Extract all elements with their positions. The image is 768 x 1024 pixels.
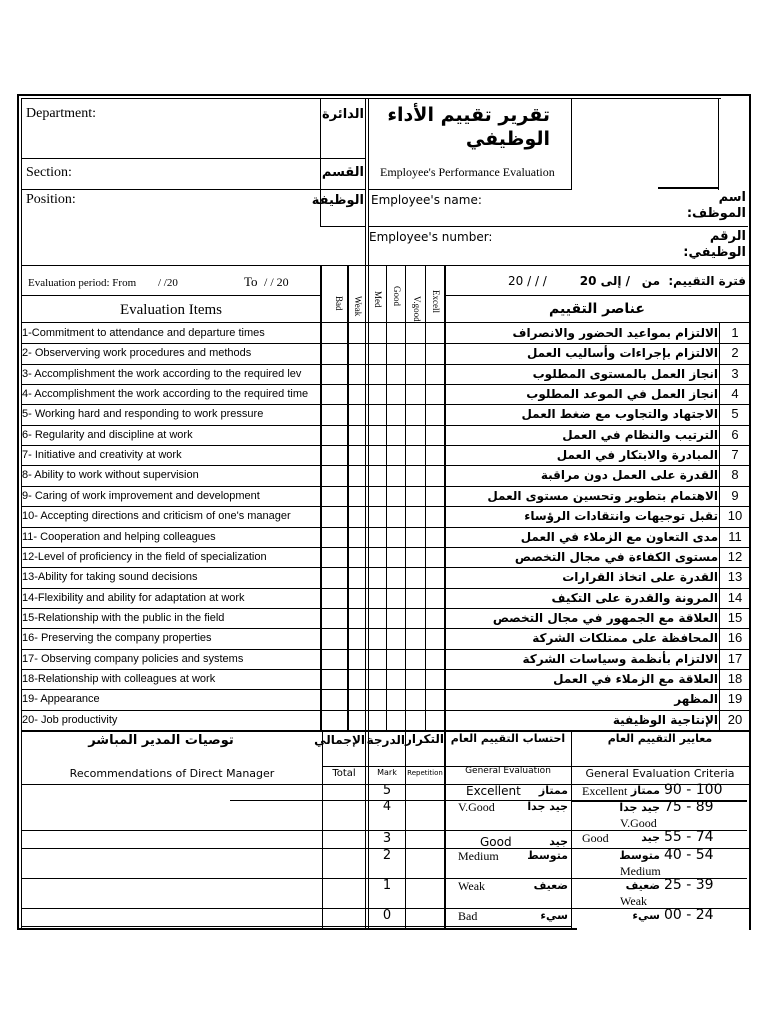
rating-cell-weak[interactable] — [349, 568, 365, 586]
criteria-ar: معايير التقييم العام — [607, 732, 713, 745]
rating-cell-med[interactable] — [369, 446, 386, 464]
rating-cell-vgood[interactable] — [406, 446, 425, 464]
rating-cell-med[interactable] — [369, 629, 386, 647]
total-cell[interactable] — [323, 880, 365, 894]
total-cell[interactable] — [323, 785, 365, 799]
scale-mark: 4 — [382, 799, 392, 814]
rating-cell-bad[interactable] — [322, 466, 347, 484]
total-ar: الإجمالي — [314, 733, 365, 747]
item-label-en: 18-Relationship with colleagues at work — [22, 672, 216, 685]
rating-cell-med[interactable] — [369, 344, 386, 362]
item-label-en: 17- Observing company policies and systems — [22, 652, 244, 665]
scale-mark: 1 — [382, 878, 392, 893]
scale-criteria-en: Good — [582, 831, 609, 845]
rating-cell-weak[interactable] — [349, 548, 365, 566]
rating-cell-med[interactable] — [369, 589, 386, 607]
item-number: 13 — [727, 569, 743, 585]
rating-cell-weak[interactable] — [349, 385, 365, 403]
rating-cell-vgood[interactable] — [406, 528, 425, 546]
rating-cell-med[interactable] — [369, 405, 386, 423]
repetition-cell[interactable] — [406, 880, 444, 894]
rating-cell-vgood[interactable] — [406, 365, 425, 383]
period-from-label: Evaluation period: From — [28, 277, 137, 289]
rating-cell-bad[interactable] — [322, 568, 347, 586]
rating-cell-good[interactable] — [387, 507, 405, 525]
rating-cell-good[interactable] — [387, 650, 405, 668]
scale-criteria-en: V.Good — [620, 816, 657, 830]
rating-cell-good[interactable] — [387, 711, 405, 729]
scale-mark: 3 — [382, 831, 392, 846]
employee-name-ar-label: اسم الموظف: — [686, 190, 746, 222]
item-label-en: 7- Initiative and creativity at work — [22, 449, 182, 462]
rating-col-excell: Excell — [431, 290, 441, 313]
rating-cell-excell[interactable] — [426, 466, 444, 484]
rating-cell-excell[interactable] — [426, 690, 444, 708]
rating-cell-excell[interactable] — [426, 446, 444, 464]
item-label-en: 4- Accomplishment the work according to the required time — [22, 388, 309, 401]
rating-cell-med[interactable] — [369, 609, 386, 627]
scale-eval-en: Weak — [458, 879, 486, 893]
rating-cell-bad[interactable] — [322, 487, 347, 505]
rating-cell-weak[interactable] — [349, 365, 365, 383]
item-label-ar: الاجتهاد والتجاوب مع ضغط العمل — [521, 407, 718, 422]
scale-eval-en: Good — [480, 835, 512, 849]
rating-cell-good[interactable] — [387, 344, 405, 362]
item-label-ar: الالتزام بأنظمة وسياسات الشركة — [522, 651, 718, 666]
rating-cell-vgood[interactable] — [406, 568, 425, 586]
rating-cell-bad[interactable] — [322, 629, 347, 647]
rating-cell-bad[interactable] — [322, 405, 347, 423]
item-number: 20 — [727, 711, 743, 727]
rating-cell-vgood[interactable] — [406, 670, 425, 688]
scale-range: 40 - 54 — [664, 847, 714, 863]
rating-cell-good[interactable] — [387, 568, 405, 586]
rating-cell-vgood[interactable] — [406, 589, 425, 607]
item-label-en: 1-Commitment to attendance and departure times — [22, 327, 265, 339]
rating-col-bad: Bad — [334, 296, 344, 311]
rating-cell-excell[interactable] — [426, 324, 444, 342]
rating-cell-weak[interactable] — [349, 690, 365, 708]
rating-cell-excell[interactable] — [426, 609, 444, 627]
rating-cell-weak[interactable] — [349, 466, 365, 484]
rating-cell-vgood[interactable] — [406, 324, 425, 342]
items-header-ar: عناصر التقييم — [549, 301, 645, 317]
rating-cell-excell[interactable] — [426, 385, 444, 403]
item-label-en: 15-Relationship with the public in the field — [22, 611, 225, 624]
repetition-cell[interactable] — [406, 833, 444, 847]
item-label-ar: المظهر — [674, 692, 718, 707]
items-header-en: Evaluation Items — [119, 302, 223, 318]
rating-cell-good[interactable] — [387, 466, 405, 484]
rating-cell-weak[interactable] — [349, 629, 365, 647]
recommendations-ar: توصيات المدير المباشر — [88, 733, 234, 748]
item-label-ar: القدرة على اتخاذ القرارات — [562, 570, 718, 585]
item-label-ar: الالتزام بإجراءات وأساليب العمل — [526, 346, 718, 361]
scale-range: 75 - 89 — [664, 799, 714, 815]
item-label-en: 8- Ability to work without supervision — [22, 469, 199, 482]
item-label-ar: الإنتاجية الوظيفية — [612, 712, 718, 727]
frame-bottom — [17, 928, 577, 930]
scale-criteria-ar: سيء — [632, 909, 660, 922]
rating-cell-good[interactable] — [387, 426, 405, 444]
item-label-en: 9- Caring of work improvement and development — [22, 489, 260, 502]
general-eval-ar: احتساب التقييم العام — [450, 732, 566, 745]
item-label-ar: انجاز العمل في الموعد المطلوب — [526, 387, 718, 402]
item-label-en: 13-Ability for taking sound decisions — [22, 571, 198, 584]
rating-cell-bad[interactable] — [322, 528, 347, 546]
criteria-en: General Evaluation Criteria — [585, 767, 735, 780]
scale-eval-ar: ممتاز — [538, 784, 568, 797]
rating-cell-med[interactable] — [369, 711, 386, 729]
rating-cell-weak[interactable] — [349, 650, 365, 668]
item-number: 5 — [731, 406, 739, 422]
item-label-ar: المحافظة على ممتلكات الشركة — [532, 631, 718, 646]
item-number: 4 — [731, 386, 739, 402]
rating-cell-med[interactable] — [369, 507, 386, 525]
rating-cell-med[interactable] — [369, 568, 386, 586]
item-label-en: 5- Working hard and responding to work pressure — [22, 408, 264, 421]
repetition-cell[interactable] — [406, 801, 444, 815]
mark-ar: الدرجة — [366, 733, 405, 747]
rating-cell-good[interactable] — [387, 528, 405, 546]
period-ar-from: من — [641, 274, 660, 288]
rating-cell-vgood[interactable] — [406, 487, 425, 505]
item-label-en: 3- Accomplishment the work according to the required lev — [22, 367, 302, 380]
item-label-ar: المرونة والقدرة على التكيف — [551, 590, 718, 605]
rating-cell-med[interactable] — [369, 365, 386, 383]
repetition-en: Repetition — [407, 769, 443, 777]
rating-col-vgood: V.good — [412, 296, 422, 322]
scale-criteria-en: Medium — [620, 864, 661, 878]
scale-eval-ar: متوسط — [527, 849, 568, 862]
item-number: 18 — [727, 670, 743, 686]
scale-range: 25 - 39 — [664, 877, 714, 893]
item-number: 1 — [731, 325, 739, 340]
scale-mark: 0 — [382, 908, 392, 923]
item-label-ar: القدرة على العمل دون مراقبة — [540, 468, 718, 483]
rating-col-weak: Weak — [353, 296, 363, 317]
rating-cell-med[interactable] — [369, 528, 386, 546]
employee-number-ar-label: الرقم الوظيفي: — [683, 229, 746, 261]
rating-cell-vgood[interactable] — [406, 426, 425, 444]
rating-cell-vgood[interactable] — [406, 711, 425, 729]
rating-cell-bad[interactable] — [322, 670, 347, 688]
total-cell[interactable] — [323, 910, 365, 924]
rating-cell-excell[interactable] — [426, 589, 444, 607]
period-to-label: To — [244, 274, 258, 289]
scale-range: 55 - 74 — [664, 829, 714, 845]
item-number: 2 — [731, 345, 739, 361]
rating-cell-bad[interactable] — [322, 589, 347, 607]
rating-cell-weak[interactable] — [349, 589, 365, 607]
scale-criteria-en: Weak — [620, 894, 648, 908]
rating-cell-med[interactable] — [369, 548, 386, 566]
mark-en: Mark — [377, 768, 397, 777]
rating-cell-med[interactable] — [369, 690, 386, 708]
period-from-value: / /20 — [158, 277, 178, 289]
item-label-ar: العلاقة مع الزملاء في العمل — [553, 671, 718, 686]
section-ar-label: القسم — [321, 165, 364, 180]
repetition-cell[interactable] — [406, 850, 444, 864]
total-en: Total — [332, 768, 356, 779]
item-label-ar: الترتيب والنظام في العمل — [562, 427, 718, 442]
item-number: 6 — [731, 426, 739, 442]
rating-cell-vgood[interactable] — [406, 385, 425, 403]
rating-cell-excell[interactable] — [426, 507, 444, 525]
rating-col-good: Good — [392, 286, 402, 306]
item-label-ar: مستوى الكفاءة في مجال التخصص — [514, 549, 718, 564]
item-number: 14 — [727, 589, 743, 605]
rating-cell-med[interactable] — [369, 426, 386, 444]
item-number: 8 — [731, 467, 739, 483]
scale-range: 90 - 100 — [664, 782, 723, 798]
scale-criteria-en: Excellent — [582, 784, 628, 798]
scale-eval-ar: جيد جدا — [527, 800, 568, 813]
scale-eval-en: Excellent — [466, 784, 521, 798]
rating-cell-bad[interactable] — [322, 365, 347, 383]
rating-cell-vgood[interactable] — [406, 405, 425, 423]
rating-cell-weak[interactable] — [349, 324, 365, 342]
period-ar-text: / إلى 20 — [579, 274, 630, 288]
section-label: Section: — [26, 165, 72, 180]
repetition-ar: التكرار — [405, 732, 444, 746]
employee-name-label: Employee's name: — [371, 193, 482, 207]
rating-cell-good[interactable] — [387, 487, 405, 505]
item-number: 9 — [731, 487, 739, 503]
item-number: 10 — [727, 508, 743, 524]
item-number: 3 — [731, 365, 739, 381]
item-label-en: 14-Flexibility and ability for adaptation at work — [22, 591, 245, 604]
item-label-ar: انجاز العمل بالمستوى المطلوب — [532, 366, 718, 381]
rating-cell-good[interactable] — [387, 609, 405, 627]
rating-cell-good[interactable] — [387, 670, 405, 688]
rating-cell-vgood[interactable] — [406, 466, 425, 484]
item-number: 16 — [727, 630, 743, 646]
rating-cell-excell[interactable] — [426, 629, 444, 647]
scale-mark: 5 — [382, 783, 392, 798]
frame-top — [17, 94, 751, 96]
item-number: 15 — [727, 609, 743, 625]
rating-cell-bad[interactable] — [322, 711, 347, 729]
item-number: 7 — [731, 447, 739, 463]
rating-cell-good[interactable] — [387, 690, 405, 708]
rating-cell-excell[interactable] — [426, 650, 444, 668]
total-cell[interactable] — [323, 833, 365, 847]
rating-cell-vgood[interactable] — [406, 344, 425, 362]
rating-cell-med[interactable] — [369, 487, 386, 505]
rating-cell-vgood[interactable] — [406, 507, 425, 525]
scale-criteria-ar: جيد — [641, 831, 660, 844]
rating-cell-bad[interactable] — [322, 426, 347, 444]
rating-cell-weak[interactable] — [349, 344, 365, 362]
frame-right — [749, 94, 751, 930]
form-subtitle: Employee's Performance Evaluation — [380, 165, 555, 179]
scale-eval-en: V.Good — [458, 800, 495, 814]
rating-cell-weak[interactable] — [349, 405, 365, 423]
rating-cell-weak[interactable] — [349, 528, 365, 546]
item-label-ar: مدى التعاون مع الزملاء في العمل — [520, 529, 718, 544]
rating-cell-bad[interactable] — [322, 324, 347, 342]
period-ar-label: فترة التقييم: — [668, 274, 746, 288]
item-label-ar: الاهتمام بتطوير وتحسين مستوى العمل — [487, 488, 718, 503]
item-label-ar: الالتزام بمواعيد الحضور والانصراف — [512, 326, 718, 340]
scale-criteria-ar: متوسط — [619, 849, 660, 862]
scale-eval-ar: ضعيف — [533, 879, 568, 892]
repetition-cell[interactable] — [406, 910, 444, 924]
rating-cell-bad[interactable] — [322, 385, 347, 403]
scale-eval-en: Medium — [458, 849, 499, 863]
rating-cell-excell[interactable] — [426, 711, 444, 729]
rating-cell-vgood[interactable] — [406, 650, 425, 668]
position-ar-label: الوظيفة — [311, 193, 364, 208]
period-to-value: / / 20 — [264, 275, 289, 289]
item-label-en: 10- Accepting directions and criticism of one's manager — [22, 510, 291, 523]
rating-cell-weak[interactable] — [349, 670, 365, 688]
rating-cell-bad[interactable] — [322, 507, 347, 525]
department-label: Department: — [26, 106, 96, 121]
item-label-ar: تقبل توجيهات وانتقادات الرؤساء — [524, 509, 718, 524]
repetition-cell[interactable] — [406, 785, 444, 799]
form-title: تقرير تقييم الأداء الوظيفي — [387, 104, 550, 150]
rating-cell-weak[interactable] — [349, 487, 365, 505]
scale-criteria-ar: ممتاز — [630, 784, 660, 797]
rating-cell-good[interactable] — [387, 548, 405, 566]
rating-cell-vgood[interactable] — [406, 548, 425, 566]
rating-col-med: Med — [373, 291, 383, 308]
item-label-en: 2- Observerving work procedures and methods — [22, 347, 252, 360]
department-ar-label: الدائرة — [322, 107, 364, 122]
rating-cell-excell[interactable] — [426, 487, 444, 505]
rating-cell-weak[interactable] — [349, 446, 365, 464]
total-cell[interactable] — [323, 850, 365, 864]
rating-cell-good[interactable] — [387, 385, 405, 403]
item-number: 11 — [728, 528, 742, 544]
rating-cell-bad[interactable] — [322, 344, 347, 362]
scale-criteria-ar: ضعيف — [625, 879, 660, 892]
rating-cell-weak[interactable] — [349, 711, 365, 729]
item-number: 17 — [727, 650, 743, 666]
rating-cell-med[interactable] — [369, 324, 386, 342]
rating-cell-excell[interactable] — [426, 344, 444, 362]
rating-cell-excell[interactable] — [426, 568, 444, 586]
scale-eval-ar: جيد — [549, 835, 568, 848]
rating-cell-good[interactable] — [387, 365, 405, 383]
general-eval-en: General Evaluation — [465, 766, 551, 776]
frame-left — [17, 94, 19, 930]
rating-cell-good[interactable] — [387, 589, 405, 607]
recommendations-en: Recommendations of Direct Manager — [69, 767, 275, 780]
item-label-en: 19- Appearance — [22, 693, 100, 706]
rating-cell-good[interactable] — [387, 446, 405, 464]
rating-cell-vgood[interactable] — [406, 609, 425, 627]
item-label-en: 20- Job productivity — [22, 713, 118, 726]
rating-cell-med[interactable] — [369, 650, 386, 668]
employee-number-label: Employee's number: — [369, 230, 493, 244]
rating-cell-excell[interactable] — [426, 405, 444, 423]
rating-cell-med[interactable] — [369, 670, 386, 688]
rating-cell-bad[interactable] — [322, 690, 347, 708]
rating-cell-good[interactable] — [387, 629, 405, 647]
item-number: 12 — [727, 548, 743, 564]
rating-cell-weak[interactable] — [349, 507, 365, 525]
rating-cell-good[interactable] — [387, 405, 405, 423]
rating-cell-bad[interactable] — [322, 446, 347, 464]
item-label-en: 6- Regularity and discipline at work — [22, 428, 193, 441]
rating-cell-excell[interactable] — [426, 528, 444, 546]
rating-cell-excell[interactable] — [426, 365, 444, 383]
rating-cell-bad[interactable] — [322, 609, 347, 627]
rating-cell-bad[interactable] — [322, 650, 347, 668]
position-label: Position: — [26, 192, 76, 207]
scale-criteria-ar: جيد جدا — [619, 801, 660, 814]
scale-eval-en: Bad — [458, 909, 478, 923]
item-label-en: 12-Level of proficiency in the field of specialization — [22, 550, 267, 563]
item-label-en: 11- Cooperation and helping colleagues — [22, 530, 216, 543]
rating-cell-excell[interactable] — [426, 548, 444, 566]
item-label-ar: العلاقة مع الجمهور في مجال التخصص — [492, 610, 718, 625]
total-cell[interactable] — [323, 801, 365, 815]
rating-cell-excell[interactable] — [426, 670, 444, 688]
item-label-ar: المبادرة والابتكار في العمل — [556, 448, 718, 463]
rating-cell-excell[interactable] — [426, 426, 444, 444]
rating-cell-good[interactable] — [387, 324, 405, 342]
rating-cell-med[interactable] — [369, 385, 386, 403]
scale-mark: 2 — [382, 848, 392, 863]
scale-eval-ar: سيء — [540, 909, 568, 922]
rating-cell-weak[interactable] — [349, 609, 365, 627]
rating-cell-vgood[interactable] — [406, 629, 425, 647]
rating-cell-bad[interactable] — [322, 548, 347, 566]
scale-range: 00 - 24 — [664, 907, 714, 923]
rating-cell-vgood[interactable] — [406, 690, 425, 708]
rating-cell-weak[interactable] — [349, 426, 365, 444]
item-number: 19 — [727, 691, 743, 707]
rating-cell-med[interactable] — [369, 466, 386, 484]
period-ar-value: 20 / / / — [508, 274, 547, 288]
item-label-en: 16- Preserving the company properties — [22, 632, 212, 645]
